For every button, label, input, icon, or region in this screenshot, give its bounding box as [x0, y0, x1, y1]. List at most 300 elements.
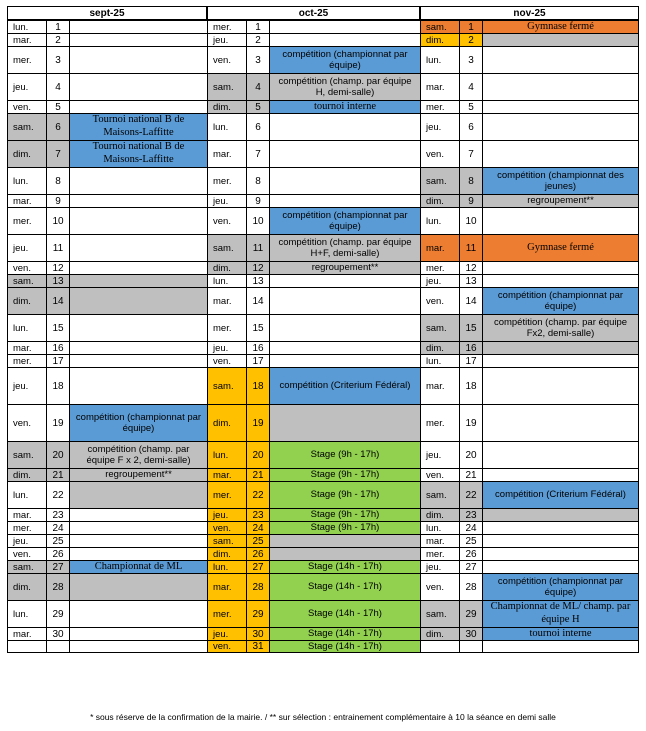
weekday-cell: dim.: [420, 194, 459, 207]
event-cell: Stage (14h - 17h): [269, 627, 420, 640]
date-cell: 14: [46, 287, 69, 314]
date-cell: 27: [46, 560, 69, 573]
sept-day-block: [7, 508, 207, 521]
weekday-cell: mar.: [7, 508, 46, 521]
nov-day-block: [420, 640, 639, 653]
sept-day-block: [7, 140, 207, 167]
date-cell: 25: [459, 534, 482, 547]
weekday-cell: mar.: [420, 73, 459, 100]
date-cell: 26: [459, 547, 482, 560]
event-cell: [69, 600, 207, 627]
event-cell: [482, 640, 639, 653]
date-cell: 19: [246, 404, 269, 441]
oct-day-block: [207, 468, 420, 481]
date-cell: 5: [246, 100, 269, 113]
date-cell: 7: [246, 140, 269, 167]
date-cell: 13: [459, 274, 482, 287]
event-cell: Tournoi national B de Maisons-Laffitte: [69, 113, 207, 140]
event-cell: [269, 140, 420, 167]
date-cell: 11: [246, 234, 269, 261]
weekday-cell: ven.: [207, 46, 246, 73]
weekday-cell: jeu.: [207, 194, 246, 207]
event-cell: Stage (14h - 17h): [269, 600, 420, 627]
sept-day-block: [7, 573, 207, 600]
table-row: [7, 167, 639, 194]
event-cell: [482, 33, 639, 46]
date-cell: 7: [459, 140, 482, 167]
weekday-cell: ven.: [207, 521, 246, 534]
weekday-cell: dim.: [207, 404, 246, 441]
sept-day-block: [7, 600, 207, 627]
oct-day-block: [207, 367, 420, 404]
event-cell: [482, 140, 639, 167]
sept-day-block: [7, 481, 207, 508]
weekday-cell: lun.: [207, 113, 246, 140]
weekday-cell: jeu.: [7, 234, 46, 261]
oct-day-block: [207, 287, 420, 314]
sept-day-block: [7, 274, 207, 287]
date-cell: 2: [459, 33, 482, 46]
date-cell: 23: [459, 508, 482, 521]
weekday-cell: mer.: [7, 354, 46, 367]
date-cell: 13: [46, 274, 69, 287]
weekday-cell: jeu.: [7, 73, 46, 100]
nov-day-block: [420, 207, 639, 234]
nov-day-block: [420, 600, 639, 627]
date-cell: 30: [246, 627, 269, 640]
event-cell: [69, 547, 207, 560]
event-cell: [69, 33, 207, 46]
weekday-cell: ven.: [207, 354, 246, 367]
nov-day-block: [420, 20, 639, 33]
table-row: [7, 113, 639, 140]
event-cell: tournoi interne: [269, 100, 420, 113]
event-cell: [482, 274, 639, 287]
nov-day-block: [420, 404, 639, 441]
weekday-cell: ven.: [420, 468, 459, 481]
date-cell: 17: [246, 354, 269, 367]
event-cell: [482, 261, 639, 274]
event-cell: [269, 33, 420, 46]
weekday-cell: mer.: [420, 404, 459, 441]
nov-day-block: [420, 341, 639, 354]
date-cell: 16: [459, 341, 482, 354]
event-cell: [269, 167, 420, 194]
sept-day-block: [7, 261, 207, 274]
weekday-cell: lun.: [420, 354, 459, 367]
event-cell: [482, 404, 639, 441]
event-cell: regroupement**: [269, 261, 420, 274]
table-row: [7, 354, 639, 367]
sept-day-block: [7, 521, 207, 534]
date-cell: 3: [46, 46, 69, 73]
weekday-cell: lun.: [207, 441, 246, 468]
event-cell: [269, 274, 420, 287]
date-cell: 24: [46, 521, 69, 534]
event-cell: Stage (14h - 17h): [269, 640, 420, 653]
table-row: [7, 521, 639, 534]
weekday-cell: dim.: [207, 547, 246, 560]
oct-day-block: [207, 508, 420, 521]
event-cell: [69, 314, 207, 341]
weekday-cell: mar.: [420, 234, 459, 261]
table-row: [7, 207, 639, 234]
event-cell: compétition (champ. par équipe H, demi-salle): [269, 73, 420, 100]
sept-day-block: [7, 367, 207, 404]
oct-day-block: [207, 573, 420, 600]
nov-day-block: [420, 534, 639, 547]
date-cell: 7: [46, 140, 69, 167]
event-cell: compétition (championnat des jeunes): [482, 167, 639, 194]
event-cell: Stage (14h - 17h): [269, 560, 420, 573]
date-cell: 9: [459, 194, 482, 207]
date-cell: 8: [459, 167, 482, 194]
oct-day-block: [207, 640, 420, 653]
event-cell: compétition (championnat par équipe): [269, 207, 420, 234]
date-cell: 18: [46, 367, 69, 404]
event-cell: [269, 113, 420, 140]
weekday-cell: dim.: [7, 287, 46, 314]
event-cell: [69, 521, 207, 534]
weekday-cell: dim.: [7, 573, 46, 600]
weekday-cell: sam.: [207, 534, 246, 547]
table-row: [7, 367, 639, 404]
oct-day-block: [207, 261, 420, 274]
footer-note: * sous réserve de la confirmation de la mairie. / ** sur sélection : entrainement complémentaire à 10 la séance en demi salle: [90, 712, 556, 722]
weekday-cell: lun.: [7, 600, 46, 627]
event-cell: compétition (championnat par équipe): [69, 404, 207, 441]
date-cell: 22: [246, 481, 269, 508]
weekday-cell: sam.: [7, 441, 46, 468]
event-cell: [482, 508, 639, 521]
event-cell: [69, 627, 207, 640]
sept-day-block: [7, 46, 207, 73]
weekday-cell: sam.: [420, 20, 459, 33]
event-cell: Championnat de ML/ champ. par équipe H: [482, 600, 639, 627]
sept-day-block: [7, 234, 207, 261]
event-cell: [482, 560, 639, 573]
nov-day-block: [420, 100, 639, 113]
weekday-cell: mar.: [207, 573, 246, 600]
sept-day-block: [7, 100, 207, 113]
sept-day-block: [7, 167, 207, 194]
weekday-cell: sam.: [420, 314, 459, 341]
event-cell: [69, 274, 207, 287]
date-cell: 18: [459, 367, 482, 404]
sept-day-block: [7, 33, 207, 46]
event-cell: [69, 534, 207, 547]
event-cell: compétition (Criterium Fédéral): [482, 481, 639, 508]
event-cell: [482, 468, 639, 481]
weekday-cell: [420, 640, 459, 653]
weekday-cell: lun.: [7, 20, 46, 33]
event-cell: [482, 441, 639, 468]
event-cell: [269, 354, 420, 367]
sept-day-block: [7, 547, 207, 560]
sept-day-block: [7, 354, 207, 367]
weekday-cell: ven.: [207, 640, 246, 653]
table-row: [7, 547, 639, 560]
table-row: [7, 314, 639, 341]
date-cell: 12: [246, 261, 269, 274]
event-cell: Stage (9h - 17h): [269, 508, 420, 521]
weekday-cell: jeu.: [207, 341, 246, 354]
event-cell: compétition (championnat par équipe): [482, 287, 639, 314]
date-cell: 1: [459, 20, 482, 33]
table-row: [7, 627, 639, 640]
date-cell: 10: [46, 207, 69, 234]
nov-day-block: [420, 234, 639, 261]
date-cell: 8: [246, 167, 269, 194]
weekday-cell: jeu.: [7, 367, 46, 404]
date-cell: 30: [459, 627, 482, 640]
oct-day-block: [207, 33, 420, 46]
event-cell: [482, 100, 639, 113]
weekday-cell: sam.: [420, 600, 459, 627]
date-cell: 28: [246, 573, 269, 600]
weekday-cell: mer.: [420, 547, 459, 560]
date-cell: 28: [46, 573, 69, 600]
event-cell: Stage (9h - 17h): [269, 468, 420, 481]
date-cell: 14: [246, 287, 269, 314]
date-cell: 3: [459, 46, 482, 73]
nov-day-block: [420, 194, 639, 207]
date-cell: 14: [459, 287, 482, 314]
weekday-cell: mer.: [207, 20, 246, 33]
event-cell: [482, 534, 639, 547]
weekday-cell: jeu.: [207, 508, 246, 521]
event-cell: [69, 73, 207, 100]
sept-day-block: [7, 314, 207, 341]
weekday-cell: sam.: [420, 167, 459, 194]
weekday-cell: mer.: [420, 261, 459, 274]
weekday-cell: mer.: [207, 600, 246, 627]
nov-day-block: [420, 314, 639, 341]
table-row: [7, 441, 639, 468]
nov-day-block: [420, 468, 639, 481]
weekday-cell: lun.: [420, 207, 459, 234]
weekday-cell: ven.: [420, 573, 459, 600]
header-nov: nov-25: [420, 6, 639, 20]
event-cell: [69, 341, 207, 354]
date-cell: 10: [459, 207, 482, 234]
oct-day-block: [207, 234, 420, 261]
date-cell: 4: [459, 73, 482, 100]
oct-day-block: [207, 167, 420, 194]
weekday-cell: sam.: [7, 274, 46, 287]
table-row: [7, 600, 639, 627]
table-row: [7, 287, 639, 314]
date-cell: 6: [46, 113, 69, 140]
nov-day-block: [420, 521, 639, 534]
oct-day-block: [207, 314, 420, 341]
date-cell: 12: [459, 261, 482, 274]
event-cell: Gymnase fermé: [482, 234, 639, 261]
event-cell: [269, 194, 420, 207]
oct-day-block: [207, 404, 420, 441]
table-row: [7, 100, 639, 113]
date-cell: 11: [46, 234, 69, 261]
table-row: [7, 508, 639, 521]
weekday-cell: mer.: [207, 167, 246, 194]
event-cell: [269, 534, 420, 547]
date-cell: 24: [246, 521, 269, 534]
event-cell: [482, 367, 639, 404]
nov-day-block: [420, 441, 639, 468]
weekday-cell: dim.: [420, 627, 459, 640]
table-row: [7, 481, 639, 508]
weekday-cell: dim.: [7, 140, 46, 167]
date-cell: 10: [246, 207, 269, 234]
weekday-cell: mar.: [207, 140, 246, 167]
weekday-cell: sam.: [207, 367, 246, 404]
sept-day-block: [7, 441, 207, 468]
weekday-cell: dim.: [420, 508, 459, 521]
nov-day-block: [420, 140, 639, 167]
date-cell: 26: [46, 547, 69, 560]
date-cell: 23: [46, 508, 69, 521]
date-cell: 29: [46, 600, 69, 627]
header-sept: sept-25: [7, 6, 207, 20]
date-cell: 19: [459, 404, 482, 441]
weekday-cell: ven.: [420, 140, 459, 167]
oct-day-block: [207, 547, 420, 560]
date-cell: 27: [459, 560, 482, 573]
date-cell: 31: [246, 640, 269, 653]
table-row: [7, 33, 639, 46]
table-row: [7, 73, 639, 100]
date-cell: 18: [246, 367, 269, 404]
date-cell: 29: [459, 600, 482, 627]
sept-day-block: [7, 287, 207, 314]
weekday-cell: ven.: [7, 261, 46, 274]
weekday-cell: dim.: [207, 261, 246, 274]
oct-day-block: [207, 73, 420, 100]
event-cell: [482, 341, 639, 354]
oct-day-block: [207, 354, 420, 367]
date-cell: 30: [46, 627, 69, 640]
event-cell: [69, 234, 207, 261]
date-cell: 23: [246, 508, 269, 521]
sept-day-block: [7, 20, 207, 33]
event-cell: [69, 261, 207, 274]
event-cell: [69, 481, 207, 508]
weekday-cell: lun.: [420, 521, 459, 534]
weekday-cell: lun.: [420, 46, 459, 73]
nov-day-block: [420, 367, 639, 404]
weekday-cell: sam.: [7, 560, 46, 573]
weekday-cell: mer.: [7, 207, 46, 234]
oct-day-block: [207, 627, 420, 640]
date-cell: 22: [459, 481, 482, 508]
nov-day-block: [420, 287, 639, 314]
table-row: [7, 274, 639, 287]
table-row: [7, 46, 639, 73]
event-cell: [269, 404, 420, 441]
date-cell: [459, 640, 482, 653]
table-row: [7, 640, 639, 653]
event-cell: [269, 20, 420, 33]
weekday-cell: sam.: [207, 73, 246, 100]
event-cell: [69, 46, 207, 73]
header-oct: oct-25: [207, 6, 420, 20]
event-cell: Stage (9h - 17h): [269, 441, 420, 468]
event-cell: [69, 573, 207, 600]
event-cell: [69, 287, 207, 314]
event-cell: compétition (champ. par équipe F x 2, demi-salle): [69, 441, 207, 468]
oct-day-block: [207, 600, 420, 627]
event-cell: [269, 341, 420, 354]
event-cell: [269, 287, 420, 314]
event-cell: [482, 113, 639, 140]
weekday-cell: lun.: [7, 314, 46, 341]
date-cell: 16: [246, 341, 269, 354]
weekday-cell: jeu.: [420, 441, 459, 468]
oct-day-block: [207, 207, 420, 234]
weekday-cell: mar.: [207, 287, 246, 314]
date-cell: 16: [46, 341, 69, 354]
date-cell: 5: [46, 100, 69, 113]
event-cell: [69, 167, 207, 194]
weekday-cell: mar.: [7, 341, 46, 354]
event-cell: regroupement**: [69, 468, 207, 481]
nov-day-block: [420, 113, 639, 140]
weekday-cell: dim.: [420, 33, 459, 46]
event-cell: regroupement**: [482, 194, 639, 207]
weekday-cell: ven.: [7, 547, 46, 560]
weekday-cell: jeu.: [207, 33, 246, 46]
event-cell: [482, 73, 639, 100]
date-cell: 1: [46, 20, 69, 33]
sept-day-block: [7, 560, 207, 573]
weekday-cell: jeu.: [7, 534, 46, 547]
table-row: [7, 261, 639, 274]
table-row: [7, 560, 639, 573]
event-cell: Tournoi national B de Maisons-Laffitte: [69, 140, 207, 167]
event-cell: [69, 20, 207, 33]
event-cell: Championnat de ML: [69, 560, 207, 573]
nov-day-block: [420, 274, 639, 287]
weekday-cell: mer.: [7, 46, 46, 73]
sept-day-block: [7, 207, 207, 234]
date-cell: 2: [46, 33, 69, 46]
oct-day-block: [207, 521, 420, 534]
date-cell: 2: [246, 33, 269, 46]
event-cell: compétition (Criterium Fédéral): [269, 367, 420, 404]
date-cell: 12: [46, 261, 69, 274]
date-cell: 6: [246, 113, 269, 140]
date-cell: [46, 640, 69, 653]
date-cell: 21: [459, 468, 482, 481]
date-cell: 29: [246, 600, 269, 627]
date-cell: 15: [459, 314, 482, 341]
weekday-cell: dim.: [420, 341, 459, 354]
weekday-cell: jeu.: [420, 560, 459, 573]
oct-day-block: [207, 441, 420, 468]
nov-day-block: [420, 560, 639, 573]
event-cell: [482, 547, 639, 560]
table-row: [7, 534, 639, 547]
weekday-cell: lun.: [207, 274, 246, 287]
weekday-cell: mer.: [7, 521, 46, 534]
event-cell: [69, 508, 207, 521]
date-cell: 15: [46, 314, 69, 341]
weekday-cell: lun.: [207, 560, 246, 573]
event-cell: tournoi interne: [482, 627, 639, 640]
sept-day-block: [7, 640, 207, 653]
event-cell: [482, 46, 639, 73]
date-cell: 4: [46, 73, 69, 100]
